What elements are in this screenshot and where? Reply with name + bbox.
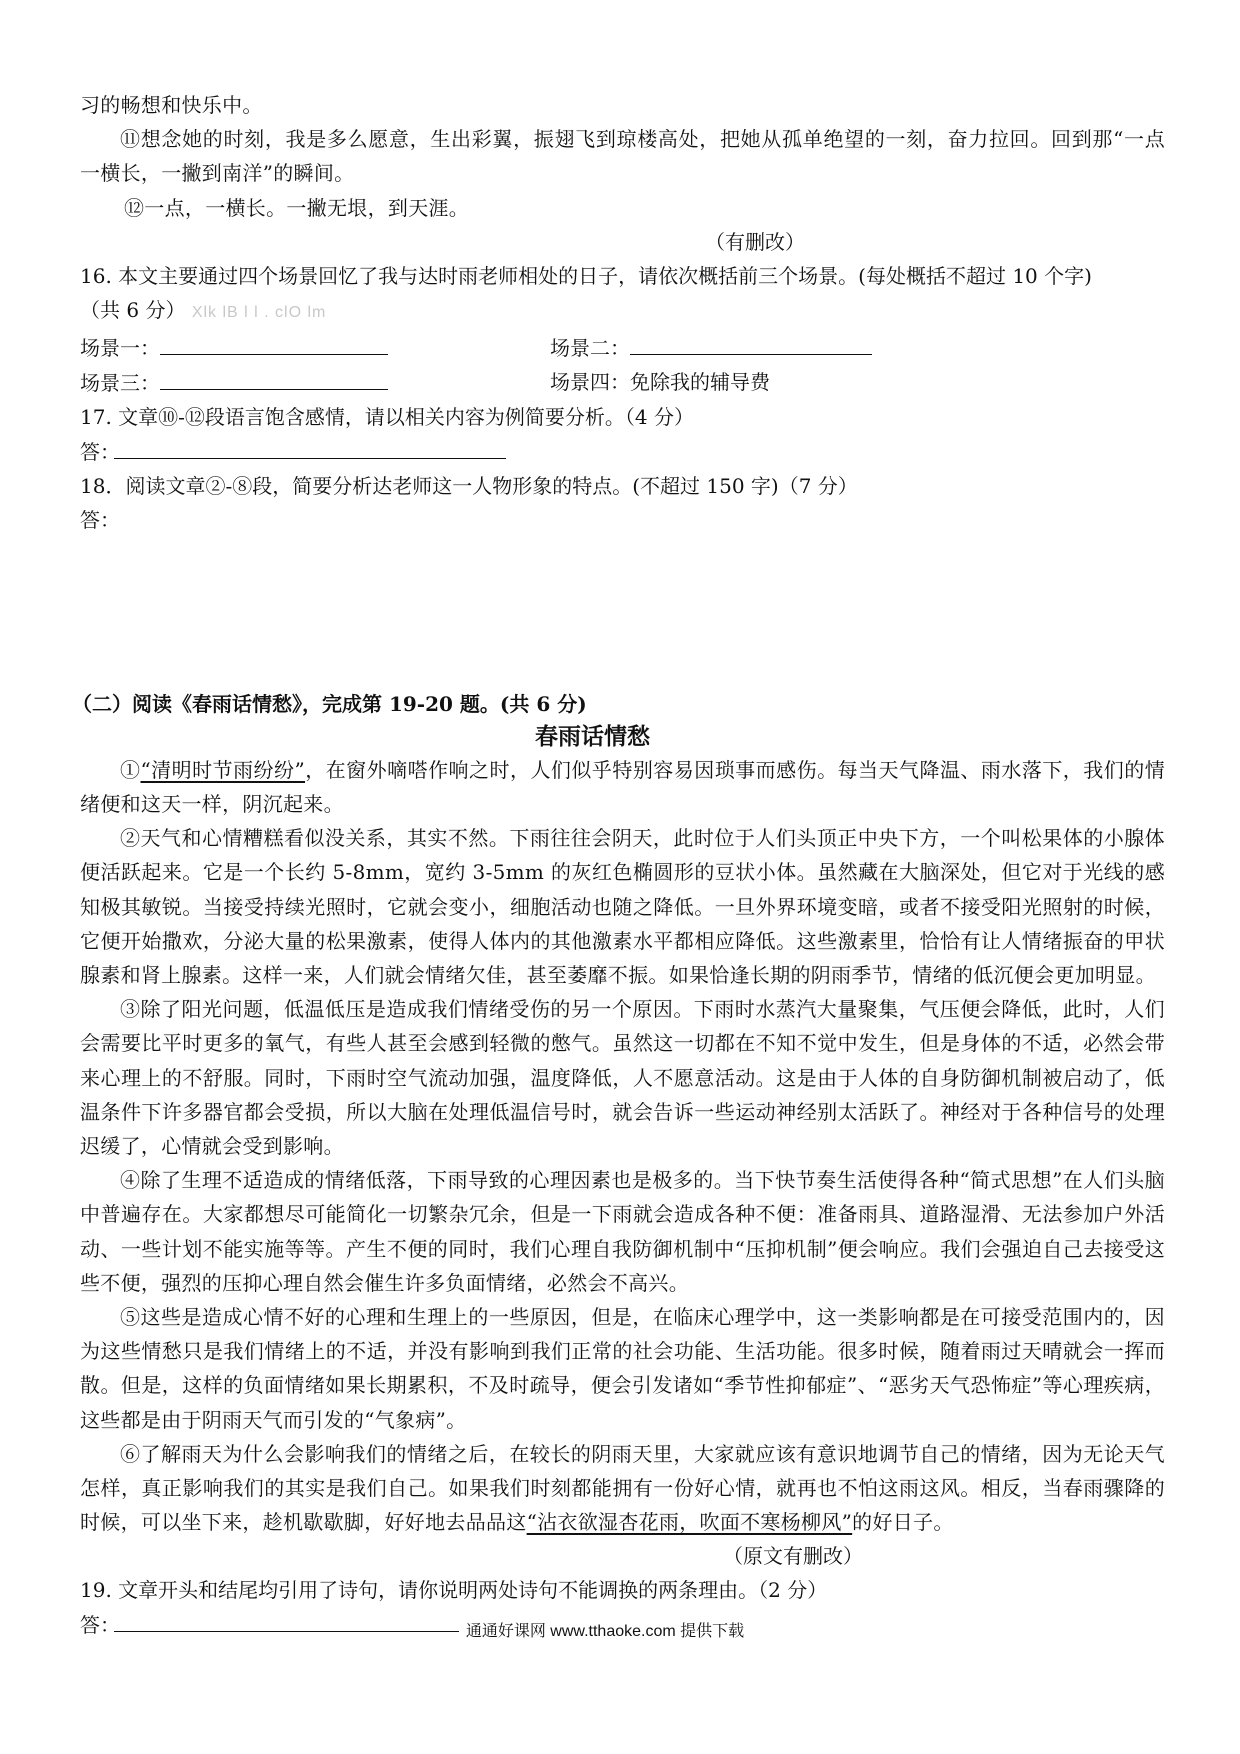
article-paragraph-3: ③除了阳光问题，低温低压是造成我们情绪受伤的另一个原因。下雨时水蒸汽大量聚集，气压便会降低，此时，人们会需要比平时更多的氧气，有些人甚至会感到轻微的憋气。虽然这一切都在不知不觉中发生，但是身体的不适，必然会带来心理上的不舒服。同时，下雨时空气流动加强，温度降低，人不愿意活动。这是由于人体的自身防御机制被启动了，低温条件下许多器官都会受损，所以大脑在处理低温信号时，就会告诉一些运动神经别太活跃了。神经对于各种信号的处理迟缓了，心情就会受到影响。 <box>80 997 1165 1159</box>
scene-1-blank[interactable] <box>160 330 388 355</box>
scene-2-blank[interactable] <box>630 330 872 355</box>
article-paragraph-1 <box>80 753 1165 821</box>
scene-4-value: 免除我的辅导费 <box>630 369 770 394</box>
paragraph-1-number: ① <box>120 757 141 782</box>
article-paragraph-2: ②天气和心情糟糕看似没关系，其实不然。下雨往往会阴天，此时位于人们头顶正中央下方，一个叫松果体的小腺体便活跃起来。它是一个长约 5-8mm，宽约 3-5mm 的灰红色椭圆形的豆状小体。虽然藏在大脑深处，但它对于光线的感知极其敏锐。当接受持续光照时，它就会变小，细胞活动也随之降低。一旦外界环境变暗，或者不接受阳光照射的时候，它便开始撒欢，分泌大量的松果激素，使得人体内的其他激素水平都相应降低。这些激素里，恰恰有让人情绪振奋的甲状腺素和肾上腺素。这样一来，人们就会情绪欠佳，甚至萎靡不振。如果恰逢长期的阴雨季节，情绪的低沉便会更加明显。 <box>80 826 1165 988</box>
article-title: 春雨话情愁 <box>535 723 650 750</box>
continued-line: 习的畅想和快乐中。 <box>80 93 263 117</box>
scene-4-label: 场景四： <box>550 369 630 394</box>
question-16-score: （共 6 分） <box>80 297 186 322</box>
scene-3 <box>80 365 550 400</box>
scene-answers <box>80 330 1165 400</box>
paragraph-11: ⑪想念她的时刻，我是多么愿意，生出彩翼，振翅飞到琼楼高处，把她从孤单绝望的一刻，奋力拉回。回到那“一点一横长，一撇到南洋”的瞬间。 <box>80 127 1165 186</box>
question-17-answer <box>80 434 1165 469</box>
scene-2-label: 场景二： <box>550 335 630 360</box>
article-paragraph-4: ④除了生理不适造成的情绪低落，下雨导致的心理因素也是极多的。当下快节奏生活使得各种“简式思想”在人们头脑中普遍存在。大家都想尽可能简化一切繁杂冗余，但是一下雨就会造成各种不便：准备雨具、道路湿滑、无法参加户外活动、一些计划不能实施等等。产生不便的同时，我们心理自我防御机制中“压抑机制”便会响应。我们会强迫自己去接受这些不便，强烈的压抑心理自然会催生许多负面情绪，必然会不高兴。 <box>80 1168 1165 1295</box>
question-16-text: 16. 本文主要通过四个场景回忆了我与达时雨老师相处的日子，请依次概括前三个场景。(每处概括不超过 10 个字) <box>80 263 1092 288</box>
scene-2 <box>550 330 950 365</box>
exam-page <box>72 88 1165 1642</box>
paragraph-6-part-b: 的好日子。 <box>852 1510 954 1535</box>
scene-1 <box>80 330 550 365</box>
scene-4 <box>550 365 950 400</box>
question-18-answer-label: 答： <box>80 507 120 532</box>
question-19-answer-label: 答： <box>80 1613 120 1638</box>
question-18: 18．阅读文章②-⑧段，简要分析达老师这一人物形象的特点。(不超过 150 字)（7 分） <box>80 473 858 498</box>
question-16 <box>80 259 1165 293</box>
source-note: （有删改） <box>705 229 805 254</box>
question-18-answer <box>80 503 1165 537</box>
article-source-note: （原文有删改） <box>723 1544 863 1569</box>
question-16-score-line <box>80 293 1165 330</box>
answer-space[interactable] <box>80 537 1165 687</box>
question-17: 17. 文章⑩-⑫段语言饱含感情，请以相关内容为例简要分析。（4 分） <box>80 404 695 429</box>
section-2-heading: （二）阅读《春雨话情愁》，完成第 19-20 题。(共 6 分) <box>72 691 587 716</box>
closing-poem-quote: “沾衣欲湿杏花雨，吹面不寒杨柳风” <box>526 1510 853 1535</box>
question-19: 19. 文章开头和结尾均引用了诗句，请你说明两处诗句不能调换的两条理由。（2 分） <box>80 1578 828 1603</box>
paragraph-6-part-a: ⑥了解雨天为什么会影响我们的情绪之后，在较长的阴雨天里，大家就应该有意识地调节自己的情绪，因为无论天气怎样，真正影响我们的其实是我们自己。如果我们时刻都能拥有一份好心情，就再也不怕这雨这风。相反，当春雨骤降的时候，可以坐下来，趁机歇歇脚，好好地去品品这 <box>80 1441 1165 1535</box>
article-paragraph-5: ⑤这些是造成心情不好的心理和生理上的一些原因，但是，在临床心理学中，这一类影响都是在可接受范围内的，因为这些情愁只是我们情绪上的不适，并没有影响到我们正常的社会功能、生活功能。很多时候，随着雨过天晴就会一挥而散。但是，这样的负面情绪如果长期累积，不及时疏导，便会引发诸如“季节性抑郁症”、“恶劣天气恐怖症”等心理疾病，这些都是由于阴雨天气而引发的“气象病”。 <box>80 1305 1165 1432</box>
scene-3-blank[interactable] <box>160 365 388 390</box>
question-17-answer-label: 答： <box>80 439 120 464</box>
opening-poem-quote: “清明时节雨纷纷” <box>140 757 306 782</box>
article-paragraph-6 <box>80 1437 1165 1540</box>
scene-3-label: 场景三： <box>80 370 160 395</box>
watermark-text: Xlk lB l l . clO lm <box>191 303 327 321</box>
question-17-answer-blank[interactable] <box>114 434 506 459</box>
paragraph-1-rest: ，在窗外嘀嗒作响之时，人们似乎特别容易因琐事而感伤。每当天气降温、雨水落下，我们的情绪便和这天一样，阴沉起来。 <box>80 757 1165 817</box>
paragraph-12: ⑫一点，一横长。一撇无垠，到天涯。 <box>124 195 470 220</box>
footer-credit: 通通好课网 www.tthaoke.com 提供下载 <box>465 1623 745 1640</box>
scene-1-label: 场景一： <box>80 335 160 360</box>
